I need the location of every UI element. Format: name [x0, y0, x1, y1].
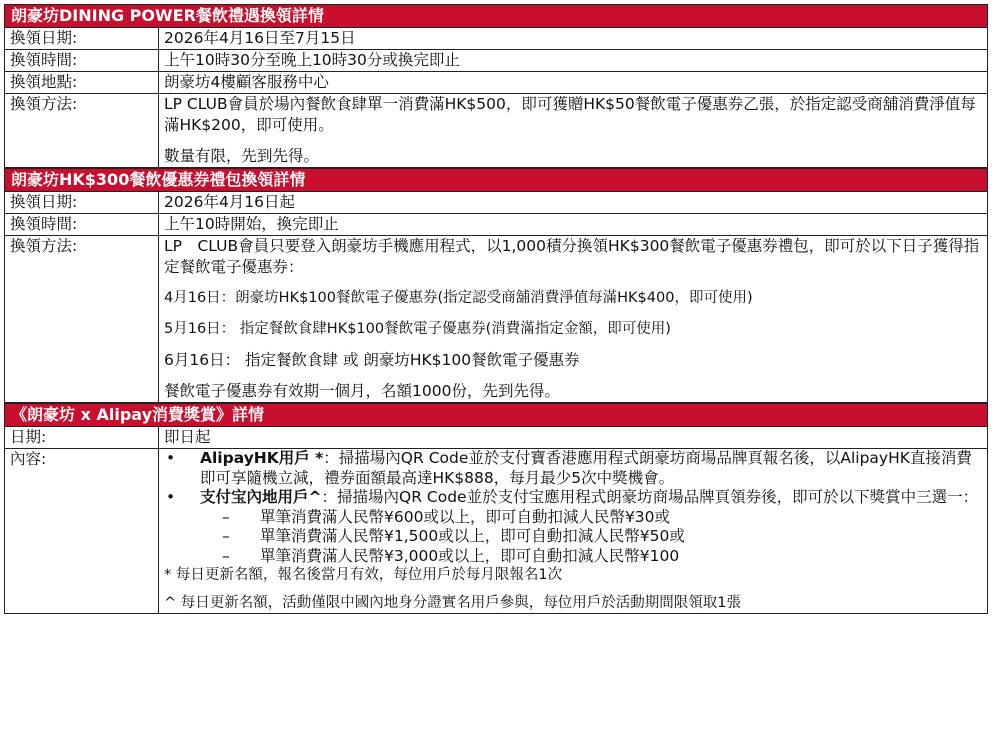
dash-item: [164, 527, 982, 547]
method-paragraph: LP CLUB會員只要登入朗豪坊手機應用程式，以1,000積分換領HK$300餐飲電子優惠券禮包，即可於以下日子獲得指定餐飲電子優惠券：: [164, 237, 980, 276]
footnote: * 每日更新名額，報名後當月有效，每位用戶於每月限報名1次: [164, 567, 563, 583]
method-cell: [159, 236, 988, 403]
bullet-item: [164, 449, 982, 488]
row-label: 內容:: [5, 449, 159, 614]
row-value: 2026年4月16日至7月15日: [159, 28, 988, 50]
row-value: 上午10時開始，換完即止: [159, 214, 988, 236]
method-paragraph: LP CLUB會員於場內餐飲食肆單一消費滿HK$500，即可獲贈HK$50餐飲電子優惠券乙張，於指定認受商舖消費淨值每滿HK$200，即可使用。: [164, 95, 976, 134]
bullet-text: ：掃描場內QR Code並於支付宝應用程式朗豪坊商場品牌頁領券後，即可於以下獎賞中三選一：: [321, 488, 979, 506]
dash-text: 單筆消費滿人民幣¥3,000或以上，即可自動扣減人民幣¥100: [260, 546, 680, 565]
bullet-title: 支付宝內地用戶^: [200, 488, 322, 506]
section3-header: 《朗豪坊 x Alipay消費獎賞》詳情: [4, 403, 988, 426]
dash-icon: –: [222, 507, 230, 526]
coupon-item: 4月16日：朗豪坊HK$100餐飲電子優惠券(指定認受商舖消費淨值每滿HK$400，即可使用): [164, 290, 753, 306]
bullet-icon: •: [166, 449, 176, 467]
section2-header: 朗豪坊HK$300餐飲優惠券禮包換領詳情: [4, 168, 988, 191]
dash-text: 單筆消費滿人民幣¥600或以上，即可自動扣減人民幣¥30或: [260, 507, 671, 526]
table-row: [5, 449, 988, 614]
dash-text: 單筆消費滿人民幣¥1,500或以上，即可自動扣減人民幣¥50或: [260, 527, 685, 545]
table-row: [5, 72, 988, 94]
row-label: 換領日期:: [5, 192, 159, 214]
method-note: 數量有限，先到先得。: [164, 147, 320, 165]
row-value: 2026年4月16日起: [159, 192, 988, 214]
coupon-footer: 餐飲電子優惠券有效期一個月，名額1000份，先到先得。: [164, 382, 560, 400]
bullet-title: AlipayHK用戶 *: [200, 449, 324, 467]
row-label: 換領時間:: [5, 50, 159, 72]
row-value: 朗豪坊4樓顧客服務中心: [159, 72, 988, 94]
method-cell: [159, 94, 988, 168]
row-label: 換領日期:: [5, 28, 159, 50]
content-cell: [159, 449, 988, 614]
footnote: ^ 每日更新名額，活動僅限中國內地身分證實名用戶參與，每位用戶於活動期間限領取1張: [164, 594, 741, 611]
row-value: 上午10時30分至晚上10時30分或換完即止: [159, 50, 988, 72]
dash-item: [164, 508, 982, 528]
table-row: [5, 50, 988, 72]
coupon-item: 6月16日： 指定餐飲食肆 或 朗豪坊HK$100餐飲電子優惠券: [164, 351, 580, 369]
section2-table: [4, 191, 988, 403]
redemption-document: [4, 4, 988, 614]
table-row: [5, 28, 988, 50]
section3-table: [4, 426, 988, 614]
bullet-icon: •: [166, 488, 176, 506]
dash-icon: –: [222, 527, 230, 545]
row-label: 日期:: [5, 427, 159, 449]
table-row: [5, 192, 988, 214]
table-row: [5, 236, 988, 403]
dash-item: [164, 547, 982, 567]
coupon-item: 5月16日： 指定餐飲食肆HK$100餐飲電子優惠券(消費滿指定金額，即可使用): [164, 321, 671, 337]
table-row: [5, 94, 988, 168]
table-row: [5, 214, 988, 236]
row-label: 換領時間:: [5, 214, 159, 236]
bullet-item: [164, 488, 982, 508]
section1-header: 朗豪坊DINING POWER餐飲禮遇換領詳情: [4, 4, 988, 27]
table-row: [5, 427, 988, 449]
bullet-text: ：掃描場內QR Code並於支付寶香港應用程式朗豪坊商場品牌頁報名後，以AlipayHK直接消費即可享隨機立減，禮券面額最高達HK$888，每月最少5次中獎機會。: [200, 449, 972, 487]
row-label: 換領方法:: [5, 94, 159, 168]
dash-icon: –: [222, 546, 230, 565]
section1-table: [4, 27, 988, 168]
row-label: 換領方法:: [5, 236, 159, 403]
row-value: 即日起: [159, 427, 988, 449]
row-label: 換領地點:: [5, 72, 159, 94]
